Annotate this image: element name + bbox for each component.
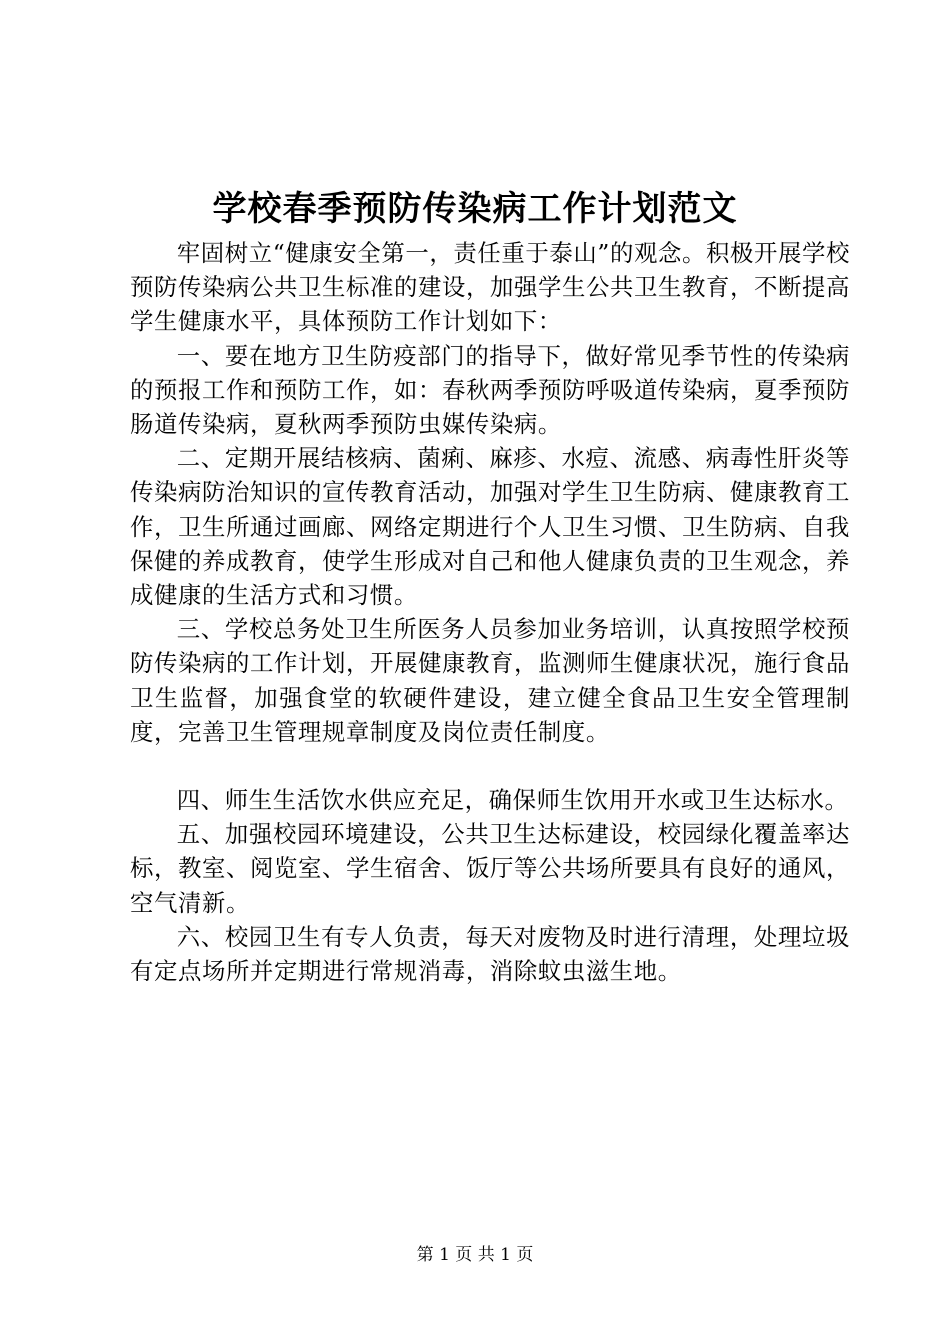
document-title: 学校春季预防传染病工作计划范文 xyxy=(212,189,738,229)
paragraph-item-5: 五、加强校园环境建设，公共卫生达标建设，校园绿化覆盖率达标，教室、阅览室、学生宿舍、饭厅等公共场所要具有良好的通风，空气清新。 xyxy=(130,820,850,917)
paragraph-item-6: 六、校园卫生有专人负责，每天对废物及时进行清理，处理垃圾有定点场所并定期进行常规消毒，消除蚊虫滋生地。 xyxy=(130,922,850,986)
paragraph-intro: 牢固树立“健康安全第一，责任重于泰山”的观念。积极开展学校预防传染病公共卫生标准的建设，加强学生公共卫生教育，不断提高学生健康水平，具体预防工作计划如下： xyxy=(130,239,850,336)
paragraph-item-4: 四、师生生活饮水供应充足，确保师生饮用开水或卫生达标水。 xyxy=(176,786,849,815)
paragraph-item-2: 二、定期开展结核病、菌痢、麻疹、水痘、流感、病毒性肝炎等传染病防治知识的宣传教育活动，加强对学生卫生防病、健康教育工作，卫生所通过画廊、网络定期进行个人卫生习惯、卫生防病、自我保健的养成教育，使学生形成对自己和他人健康负责的卫生观念，养成健康的生活方式和习惯。 xyxy=(130,444,850,610)
paragraph-item-1: 一、要在地方卫生防疫部门的指导下，做好常见季节性的传染病的预报工作和预防工作，如：春秋两季预防呼吸道传染病，夏季预防肠道传染病，夏秋两季预防虫媒传染病。 xyxy=(130,341,850,439)
page-footer: 第 1 页 共 1 页 xyxy=(416,1245,534,1265)
paragraph-item-3: 三、学校总务处卫生所医务人员参加业务培训，认真按照学校预防传染病的工作计划，开展健康教育，监测师生健康状况，施行食品卫生监督，加强食堂的软硬件建设，建立健全食品卫生安全管理制度，完善卫生管理规章制度及岗位责任制度。 xyxy=(130,615,850,746)
document-body xyxy=(130,236,850,988)
